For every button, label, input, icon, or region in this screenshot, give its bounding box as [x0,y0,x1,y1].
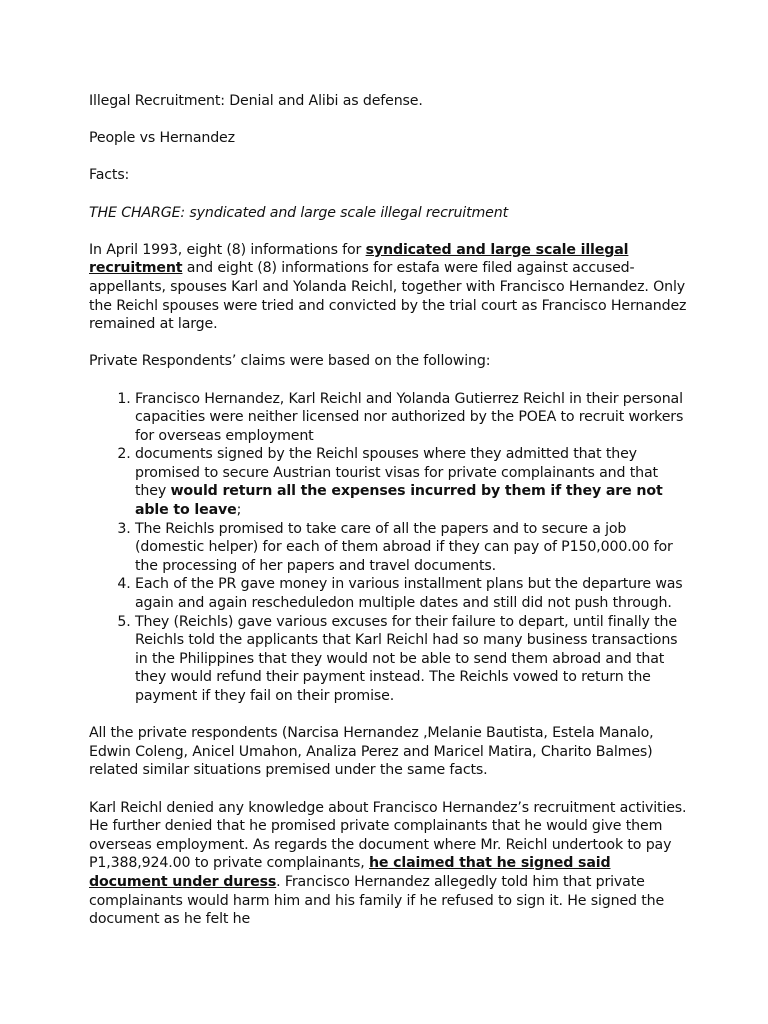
claim-2-text-c: ; [236,502,242,519]
para3-emphasis: he claimed that he signed said document under duress [89,855,611,890]
claim-5-text: They (Reichls) gave various excuses for their failure to depart, until finally the Reichls told the applicants that Karl Reichl had so many business transactions in the Philippines that they would not be able to send them abroad and that they would refund their payment instead. The Reichls vowed to return the payment if they fail on their promise. [135,613,678,704]
claims-intro: Private Respondents’ claims were based on the following: [89,353,491,370]
list-item [135,520,689,576]
paragraph-respondents: All the private respondents (Narcisa Hernandez ,Melanie Bautista, Estela Manalo, Edwin Coleng, Anicel Umahon, Analiza Perez and Maricel Matira, Charito Balmes) related similar situations premised under the same facts. [89,725,654,779]
para3-text-a: Karl Reichl denied any knowledge about Francisco Hernandez’s recruitment activities. He further denied that he promised private complainants that he would give them overseas employment. As regards the document where Mr. Reichl undertook to pay P1,388,924.00 to private complainants, [89,799,687,872]
claim-2-emphasis: would return all the expenses incurred by them if they are not able to leave [135,483,663,519]
paragraph-denial [89,799,689,929]
facts-heading: Facts: [89,167,130,184]
list-item [135,613,689,706]
para1-text-c: and eight (8) informations for estafa were filed against accused-appellants, spouses Karl and Yolanda Reichl, together with Francisco Hernandez. Only the Reichl spouses were tried and convicted by the trial court as Francisco Hernandez remained at large. [89,260,687,333]
list-item [135,390,689,446]
document-page [89,92,689,929]
document-title: Illegal Recruitment: Denial and Alibi as defense. [89,93,423,109]
para1-text-a: In April 1993, eight (8) informations for [89,241,366,258]
claim-1-text: Francisco Hernandez, Karl Reichl and Yolanda Gutierrez Reichl in their personal capacities were neither licensed nor authorized by the POEA to recruit workers for overseas employment [135,390,684,444]
charge-statement: THE CHARGE: syndicated and large scale illegal recruitment [89,204,509,221]
para3-text-c: . Francisco Hernandez allegedly told him that private complainants would harm him and his family if he refused to sign it. He signed the document as he felt he [89,873,665,928]
para1-emphasis: syndicated and large scale illegal recruitment [89,241,629,277]
claims-list [89,390,689,706]
paragraph-informations [89,241,689,334]
case-name: People vs Hernandez [89,130,235,147]
list-item [135,445,689,519]
claim-2-text-a: documents signed by the Reichl spouses where they admitted that they promised to secure Austrian tourist visas for private complainants and that they [135,446,658,500]
claim-3-text: The Reichls promised to take care of all the papers and to secure a job (domestic helper) for each of them abroad if they can pay of P150,000.00 for the processing of her papers and travel documents. [135,520,673,574]
list-item [135,575,689,612]
claim-4-text: Each of the PR gave money in various installment plans but the departure was again and again rescheduledon multiple dates and still did not push through. [135,576,683,612]
